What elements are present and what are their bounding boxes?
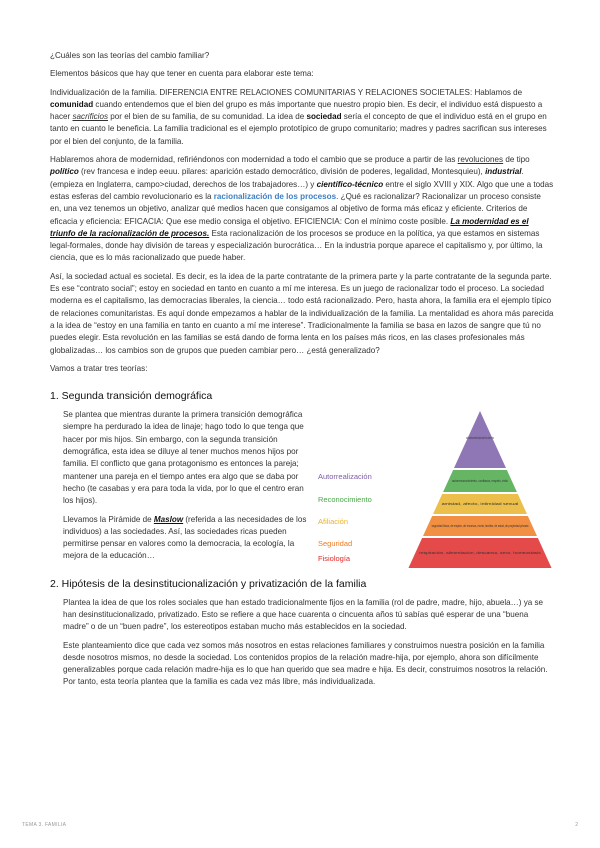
section-1-paragraph-2: Llevamos la Pirámide de Maslow (referida a las necesidades de los individuos) a las sociedades. Así, las sociedades ricas pueden permitirse pensar en valores como la democracia, la ecología, la mejora de la educación… xyxy=(63,514,307,561)
section-2-paragraph-1: Plantea la idea de que los roles sociales que han estado tradicionalmente fijos en la familia (rol de padre, madre, hijo, abuela…) ya se han desinstitucionalizado, privatizado. Esto se refiere a que hace cuarenta o cincuenta años tú sabías qué esperar de una “buena madre” o de un “buen padre”, los estereotipos estaban mucho más establecidos en la sociedad. xyxy=(63,597,544,632)
pyramid-label: Reconocimiento xyxy=(318,495,372,505)
paragraph-individualization: Individualización de la familia. DIFERENCIA ENTRE RELACIONES COMUNITARIAS Y RELACIONES SOCIETALES: Hablamos de comunidad cuando entendemos que el bien del grupo es más importante que nuestro propio bien. Es decir, el individuo está dispuesto a hacer sacrificios por el bien de su familia, de su comunidad. La idea de sociedad sería el concepto de que el individuo está en el grupo en tanto en cuanto le beneficia. La familia tradicional es el ejemplo prototípico de grupo comunitario; madres y padres sacrifican sus intereses por el bien del conjunto, de la familia. xyxy=(50,87,547,146)
pyramid-label: Afiliación xyxy=(318,517,349,527)
pyramid-label: Autorrealización xyxy=(318,472,372,482)
maslow-pyramid xyxy=(318,409,554,571)
pyramid-level-description: seguridad física, de empleo, de recursos, moral, familiar, de salud, de propiedad privada xyxy=(431,524,529,529)
intro-paragraph: Elementos básicos que hay que tener en cuenta para elaborar este tema: xyxy=(50,69,314,79)
section-2-title: 2. Hipótesis de la desinstitucionalización y privatización de la familia xyxy=(50,577,367,590)
pyramid-label: Fisiología xyxy=(318,554,351,564)
section-1-paragraph-1: Se plantea que mientras durante la primera transición demográfica siempre ha perdurado la idea de linaje; hago todo lo que tenga que hacer por mis hijos. Sin embargo, con la segunda transición demográfica, esta idea se diluye al tener muchos menos hijos por familia. El conflicto que gana protagonismo es entonces la pareja; mantener una pareja en el tiempo antes era algo que se daba por hecho (te casabas y era para toda la vida, por lo que el centro eran los hijos). xyxy=(63,410,304,506)
paragraph-societal: Así, la sociedad actual es societal. Es decir, es la idea de la parte contratante de la primera parte y la parte contratante de la segunda parte. Es ese “contrato social”; estoy en sociedad en tanto en cuanto a mí me interesa. Es un juego de racionalizar todo el proceso. La sociedad moderna es el capitalismo, las democracias liberales, la ciencia… todo está racionalizado. Pero, hasta ahora, la familia era el ejemplo típico de relaciones comunitaristas. Es aquí donde empezamos a hablar de la individualización de la familia. La mentalidad es ahora más parecida a la idea de “estoy en una familia en tanto en cuanto a mí me interese”. Tradicionalmente la familia se basa en lazos de sangre que tú no puedes elegir. Esta revolución en las familias se está dando de forma lenta en los países más ricos, en las clases profesionales más globalizadas… los cambios son de grupos que pueden cambiar pero… ¿está generalizado? xyxy=(50,271,554,355)
question-heading: ¿Cuáles son las teorías del cambio familiar? xyxy=(50,51,210,60)
pyramid-level-description: autorreconocimiento, confianza, respeto, éxito xyxy=(452,479,508,484)
pyramid-level-description: amistad, afecto, intimidad sexual xyxy=(441,502,519,507)
section-2-paragraph-2: Este planteamiento dice que cada vez somos más nosotros en estas relaciones familiares y construimos nuestra posición en la familia desde nosotros mismos, no desde la sociedad. Los contenidos propios de la relación madre-hija, por ejemplo, ahora son difícilmente generalizables porque cada relación madre-hija es lo que han querido que sea madre e hija. Es decir, construimos nosotros la relación. Por tanto, esta teoría plantea que la familia es cada vez más libre, más individualizada. xyxy=(63,640,548,687)
section-1-title: 1. Segunda transición demográfica xyxy=(50,390,213,403)
pyramid-level-description: respiración, alimentación, descanso, sexo, homeostasis xyxy=(419,551,541,556)
pyramid-label: Seguridad xyxy=(318,539,353,549)
paragraph-modernity: Hablaremos ahora de modernidad, refiriéndonos con modernidad a todo el cambio que se produce a partir de las revoluciones de tipo político (rev francesa e indep eeuu. pilares: aparición estado democrático, división de poderes, legalidad, Montesquieu), industrial.(empieza en Inglaterra, campo>ciudad, derechos de los trabajadores…) y científico-técnico entre el siglo XVIII y XIX. Algo que une a todas estas esferas del cambio revolucionario es la racionalización de los procesos. ¿Qué es racionalizar? Racionalizar un proceso consiste en, una vez tenemos un objetivo, analizar qué medios hacen que consigamos al objetivo de forma más eficaz y eficiente. Criterios de eficacia y eficiencia: EFICACIA: Que ese medio consiga el objetivo. EFICIENCIA: Con el mínimo coste posible. La modernidad es el triunfo de la racionalización de procesos. Esta racionalización de los procesos se produce en la política, ya que estamos en sistemas legal-formales, donde hay división de tareas y especialización burocrática… En la industria porque aparece el capitalismo y, por último, la ciencia, que es lo más racionalizado que puede haber. xyxy=(50,155,554,263)
page-number: 2 xyxy=(575,822,578,828)
section-2 xyxy=(50,597,554,689)
section-1-text xyxy=(50,409,313,563)
document-body xyxy=(50,50,554,695)
pyramid-level-description: moralidad, creatividad, espontaneidad, falta de prejuicios, aceptación de hechos, resolución de problemas xyxy=(466,436,495,441)
section-1 xyxy=(50,409,554,563)
paragraph-three-theories: Vamos a tratar tres teorías: xyxy=(50,363,148,373)
page-footer: TEMA 3. FAMILIA xyxy=(22,822,67,828)
